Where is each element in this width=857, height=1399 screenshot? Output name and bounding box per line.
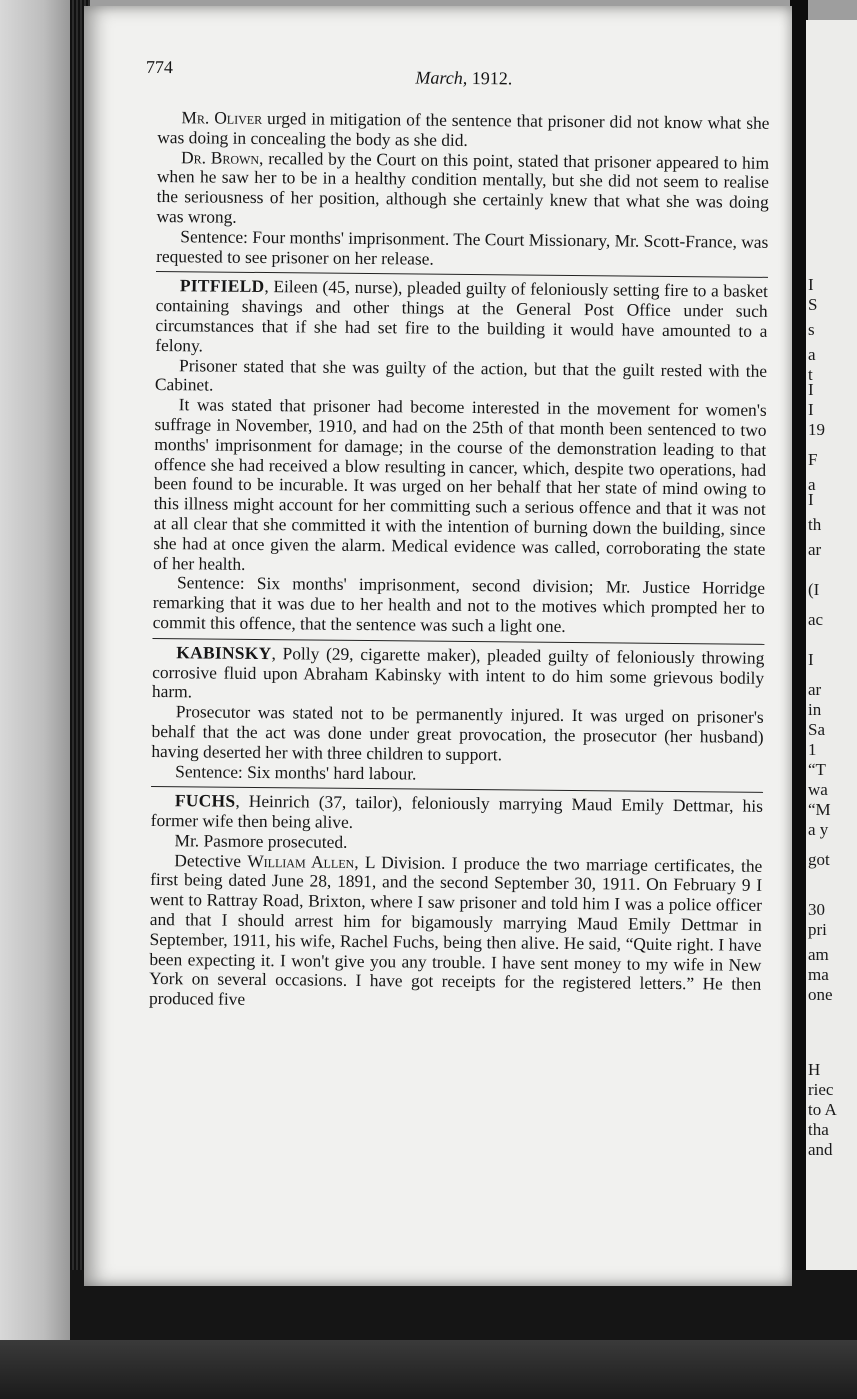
speaker-brown: Dr. Brown <box>181 146 260 168</box>
facing-page-text-fragment: ma <box>808 965 829 984</box>
paragraph-brown: Dr. Brown, recalled by the Court on this point, stated that prisoner appeared to him when he saw her to be in a healthy condition mentally, but she did not seem to realise the seriousness of her position, although she certainly knew that what she was doing was wrong. <box>156 146 770 227</box>
facing-page-text-fragment: I <box>808 490 814 509</box>
paragraph-oliver: Mr. Oliver urged in mitigation of the sentence that prisoner did not know what she was doing in concealing the body as she did. <box>157 107 770 150</box>
facing-page-text-fragment: ar <box>808 540 822 559</box>
facing-page-text-fragment: 30 <box>808 900 825 919</box>
fuchs-prosecution: Mr. Pasmore prosecuted. <box>174 830 348 852</box>
speaker-oliver: Mr. Oliver <box>181 107 263 129</box>
facing-page-text-fragment: I <box>808 380 814 399</box>
facing-page-text-fragment: 1 <box>808 740 817 759</box>
defendant-pitfield: PITFIELD <box>179 275 265 297</box>
pitfield-statement: Prisoner stated that she was guilty of the action, but that the guilt rested with the Cabinet. <box>154 354 768 395</box>
facing-page-text-fragment: and <box>808 1140 833 1159</box>
facing-page-text-fragment: ac <box>808 610 824 629</box>
facing-page-text-fragment: F <box>808 450 818 469</box>
facing-page-text-fragment: “M <box>808 800 831 819</box>
facing-page-text-fragment: th <box>808 515 822 534</box>
facing-page-edge <box>806 20 857 1300</box>
defendant-fuchs: FUCHS <box>174 790 236 812</box>
facing-page-text-fragment: got <box>808 850 830 869</box>
facing-page-text-fragment: Sa <box>808 720 825 739</box>
facing-page-text-fragment: I <box>808 275 814 294</box>
page-text <box>145 56 770 1015</box>
facing-page-text-fragment: in <box>808 700 822 719</box>
running-head <box>158 66 770 92</box>
page-number: 774 <box>145 56 174 78</box>
facing-page-text-fragment: tha <box>808 1120 829 1139</box>
background-surface <box>0 0 80 1399</box>
case-fuchs: FUCHS, Heinrich (37, tailor), feloniously marrying Maud Emily Dettmar, his former wife then being alive. <box>150 790 763 833</box>
facing-page-text-fragment: riec <box>808 1080 834 1099</box>
facing-page-text-fragment: H <box>808 1060 821 1079</box>
facing-page-text-fragment: I <box>808 650 814 669</box>
witness-name: William Allen <box>247 850 355 872</box>
facing-page-text-fragment: “T <box>808 760 826 779</box>
facing-page-text-fragment: a <box>808 475 816 494</box>
facing-page-text-fragment: one <box>808 985 833 1004</box>
pitfield-details: It was stated that prisoner had become interested in the movement for women's suffrage in November, 1910, and had on the 25th of that month been sentenced to two months' imprisonment for damage; in the course of the demonstration leading to that offence she had received a blow resulting in cancer, which, despite two operations, had been found to be incurable. It was urged on her behalf that her state of mind owing to this illness might account for her committing such a serious offence and that it was not at all clear that she committed it with the intention of burning down the building, since she had at once given the alarm. Medical evidence was called, corroborating the state of her health. <box>153 394 767 574</box>
kabinsky-details: Prosecutor was stated not to be permanently injured. It was urged on prisoner's behalf that the act was done under great provocation, the prosecutor (her husband) having deserted her with three children to support. <box>151 701 764 765</box>
case-pitfield: PITFIELD, Eileen (45, nurse), pleaded guilty of feloniously setting fire to a basket containing shavings and other things at the General Post Office under such circumstances that if she had set fire to the building it would have amounted to a felony. <box>155 275 768 356</box>
facing-page-text-fragment: S <box>808 295 818 314</box>
fuchs-detective-testimony: Detective William Allen, L Division. I produce the two marriage certificates, the first being dated June 28, 1891, and the second September 30, 1911. On February 9 I went to Rattray Road, Brixton, where I saw prisoner and told him I was a police officer and that I should arrest him for bigamously marrying Maud Emily Dettmar in September, 1911, his wife, Rachel Fuchs, being then alive. He said, “Quite right. I have been expecting it. I won't give you any trouble. I have sent money to my wife in New York on several occasions. I have got receipts for the registered letters.” He then produced five <box>148 849 763 1010</box>
facing-page-text-fragment: t <box>808 365 813 384</box>
page-header <box>145 56 770 114</box>
left-page <box>84 6 792 1286</box>
floor-shadow <box>0 1340 857 1399</box>
sentence-first-case: Sentence: Four months' imprisonment. The Court Missionary, Mr. Scott-France, was requested to see prisoner on her release. <box>156 226 769 269</box>
facing-page-text-fragment: s <box>808 320 815 339</box>
facing-page-text-fragment: (I <box>808 580 820 599</box>
facing-page-text-fragment: wa <box>808 780 828 799</box>
facing-page-text-fragment: a y <box>808 820 829 839</box>
defendant-kabinsky: KABINSKY <box>176 641 272 663</box>
running-head-year: 1912. <box>467 67 513 89</box>
running-head-month: March, <box>415 67 468 88</box>
facing-page-text-fragment: ar <box>808 680 822 699</box>
facing-page-text-fragment: a <box>808 345 816 364</box>
facing-page-text-fragment: pri <box>808 920 827 939</box>
facing-page-text-fragment: I <box>808 400 814 419</box>
case-kabinsky: KABINSKY, Polly (29, cigarette maker), pleaded guilty of feloniously throwing corrosive fluid upon Abraham Kabinsky with intent to do him some grievous bodily harm. <box>151 641 765 702</box>
facing-page-text-fragment: am <box>808 945 829 964</box>
pitfield-sentence: Sentence: Six months' imprisonment, second division; Mr. Justice Horridge remarking that it was due to her health and not to the motives which prompted her to commit this offence, that the sentence was such a light one. <box>152 572 766 636</box>
facing-page-text-fragment: to A <box>808 1100 837 1119</box>
kabinsky-sentence: Sentence: Six months' hard labour. <box>175 760 417 784</box>
facing-page-text-fragment: 19 <box>808 420 825 439</box>
